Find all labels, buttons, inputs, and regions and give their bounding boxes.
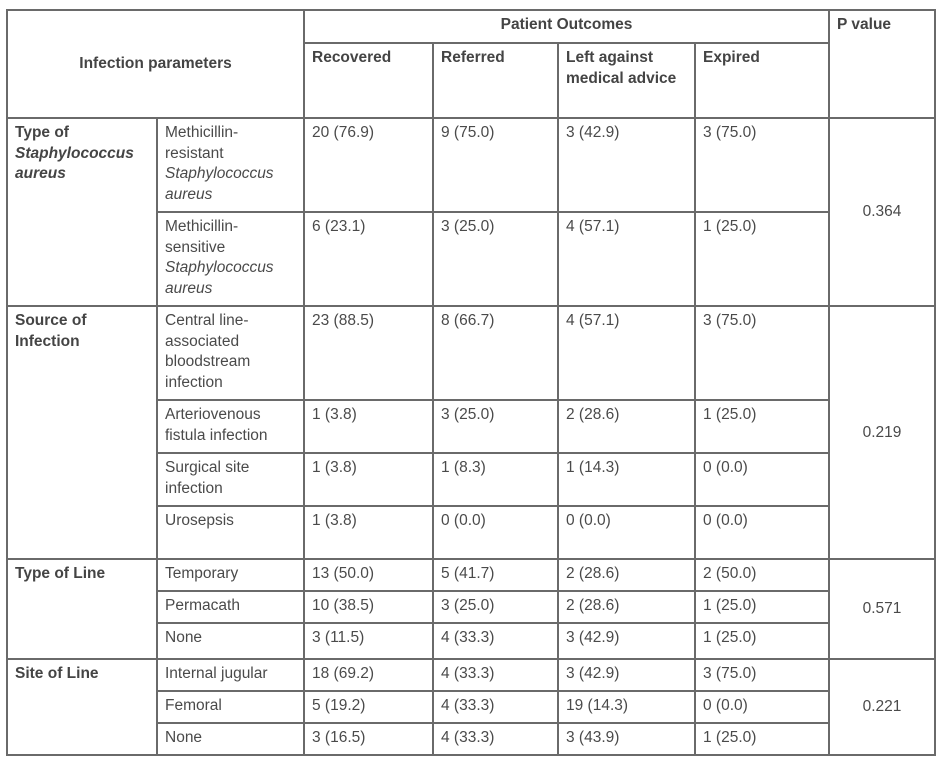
left-cell: 1 (14.3) [558, 453, 695, 506]
recovered-cell: 13 (50.0) [304, 559, 433, 591]
expired-cell: 3 (75.0) [695, 306, 829, 400]
left-cell: 3 (42.9) [558, 659, 695, 691]
left-cell: 2 (28.6) [558, 400, 695, 453]
row-label: Permacath [157, 591, 304, 623]
left-cell: 19 (14.3) [558, 691, 695, 723]
referred-cell: 9 (75.0) [433, 118, 558, 212]
expired-cell: 2 (50.0) [695, 559, 829, 591]
row-label: Femoral [157, 691, 304, 723]
referred-cell: 3 (25.0) [433, 212, 558, 306]
expired-header: Expired [695, 43, 829, 118]
expired-cell: 3 (75.0) [695, 659, 829, 691]
row-label: Methicillin-sensitive Staphylococcus aureus [157, 212, 304, 306]
expired-cell: 0 (0.0) [695, 506, 829, 559]
expired-cell: 1 (25.0) [695, 212, 829, 306]
row-label: Methicillin-resistant Staphylococcus aureus [157, 118, 304, 212]
referred-cell: 4 (33.3) [433, 659, 558, 691]
header-row-1 [7, 10, 935, 43]
referred-cell: 1 (8.3) [433, 453, 558, 506]
p-value-cell: 0.221 [829, 659, 935, 755]
referred-cell: 4 (33.3) [433, 691, 558, 723]
row-label: Surgical site infection [157, 453, 304, 506]
left-against-header: Left against medical advice [558, 43, 695, 118]
group-label-source: Source of Infection [7, 306, 157, 559]
row-label: Central line-associated bloodstream infection [157, 306, 304, 400]
row-label: Temporary [157, 559, 304, 591]
p-value-cell: 0.364 [829, 118, 935, 306]
group-label-line-site: Site of Line [7, 659, 157, 755]
recovered-cell: 5 (19.2) [304, 691, 433, 723]
expired-cell: 0 (0.0) [695, 453, 829, 506]
row-label: None [157, 623, 304, 659]
left-cell: 3 (43.9) [558, 723, 695, 755]
p-value-cell: 0.571 [829, 559, 935, 659]
left-cell: 0 (0.0) [558, 506, 695, 559]
left-cell: 4 (57.1) [558, 212, 695, 306]
left-cell: 3 (42.9) [558, 118, 695, 212]
p-value-header: P value [829, 10, 935, 118]
referred-cell: 4 (33.3) [433, 723, 558, 755]
recovered-cell: 1 (3.8) [304, 400, 433, 453]
referred-cell: 4 (33.3) [433, 623, 558, 659]
table-row [7, 659, 935, 691]
recovered-cell: 18 (69.2) [304, 659, 433, 691]
patient-outcomes-header: Patient Outcomes [304, 10, 829, 43]
expired-cell: 0 (0.0) [695, 691, 829, 723]
expired-cell: 1 (25.0) [695, 400, 829, 453]
infection-parameters-header: Infection parameters [7, 10, 304, 118]
recovered-cell: 3 (16.5) [304, 723, 433, 755]
row-label: Urosepsis [157, 506, 304, 559]
expired-cell: 1 (25.0) [695, 591, 829, 623]
group-label-staph: Type of Staphylococcus aureus [7, 118, 157, 306]
recovered-cell: 1 (3.8) [304, 453, 433, 506]
recovered-cell: 20 (76.9) [304, 118, 433, 212]
table-row [7, 306, 935, 400]
left-cell: 4 (57.1) [558, 306, 695, 400]
recovered-header: Recovered [304, 43, 433, 118]
expired-cell: 1 (25.0) [695, 723, 829, 755]
outcomes-table [6, 9, 936, 756]
referred-header: Referred [433, 43, 558, 118]
row-label: Arteriovenous fistula infection [157, 400, 304, 453]
recovered-cell: 10 (38.5) [304, 591, 433, 623]
recovered-cell: 6 (23.1) [304, 212, 433, 306]
left-cell: 3 (42.9) [558, 623, 695, 659]
left-cell: 2 (28.6) [558, 591, 695, 623]
row-label: None [157, 723, 304, 755]
referred-cell: 3 (25.0) [433, 400, 558, 453]
row-label: Internal jugular [157, 659, 304, 691]
table-row [7, 559, 935, 591]
recovered-cell: 1 (3.8) [304, 506, 433, 559]
recovered-cell: 3 (11.5) [304, 623, 433, 659]
referred-cell: 8 (66.7) [433, 306, 558, 400]
recovered-cell: 23 (88.5) [304, 306, 433, 400]
expired-cell: 1 (25.0) [695, 623, 829, 659]
referred-cell: 0 (0.0) [433, 506, 558, 559]
expired-cell: 3 (75.0) [695, 118, 829, 212]
group-label-line-type: Type of Line [7, 559, 157, 659]
referred-cell: 3 (25.0) [433, 591, 558, 623]
p-value-cell: 0.219 [829, 306, 935, 559]
left-cell: 2 (28.6) [558, 559, 695, 591]
referred-cell: 5 (41.7) [433, 559, 558, 591]
table-row [7, 118, 935, 212]
